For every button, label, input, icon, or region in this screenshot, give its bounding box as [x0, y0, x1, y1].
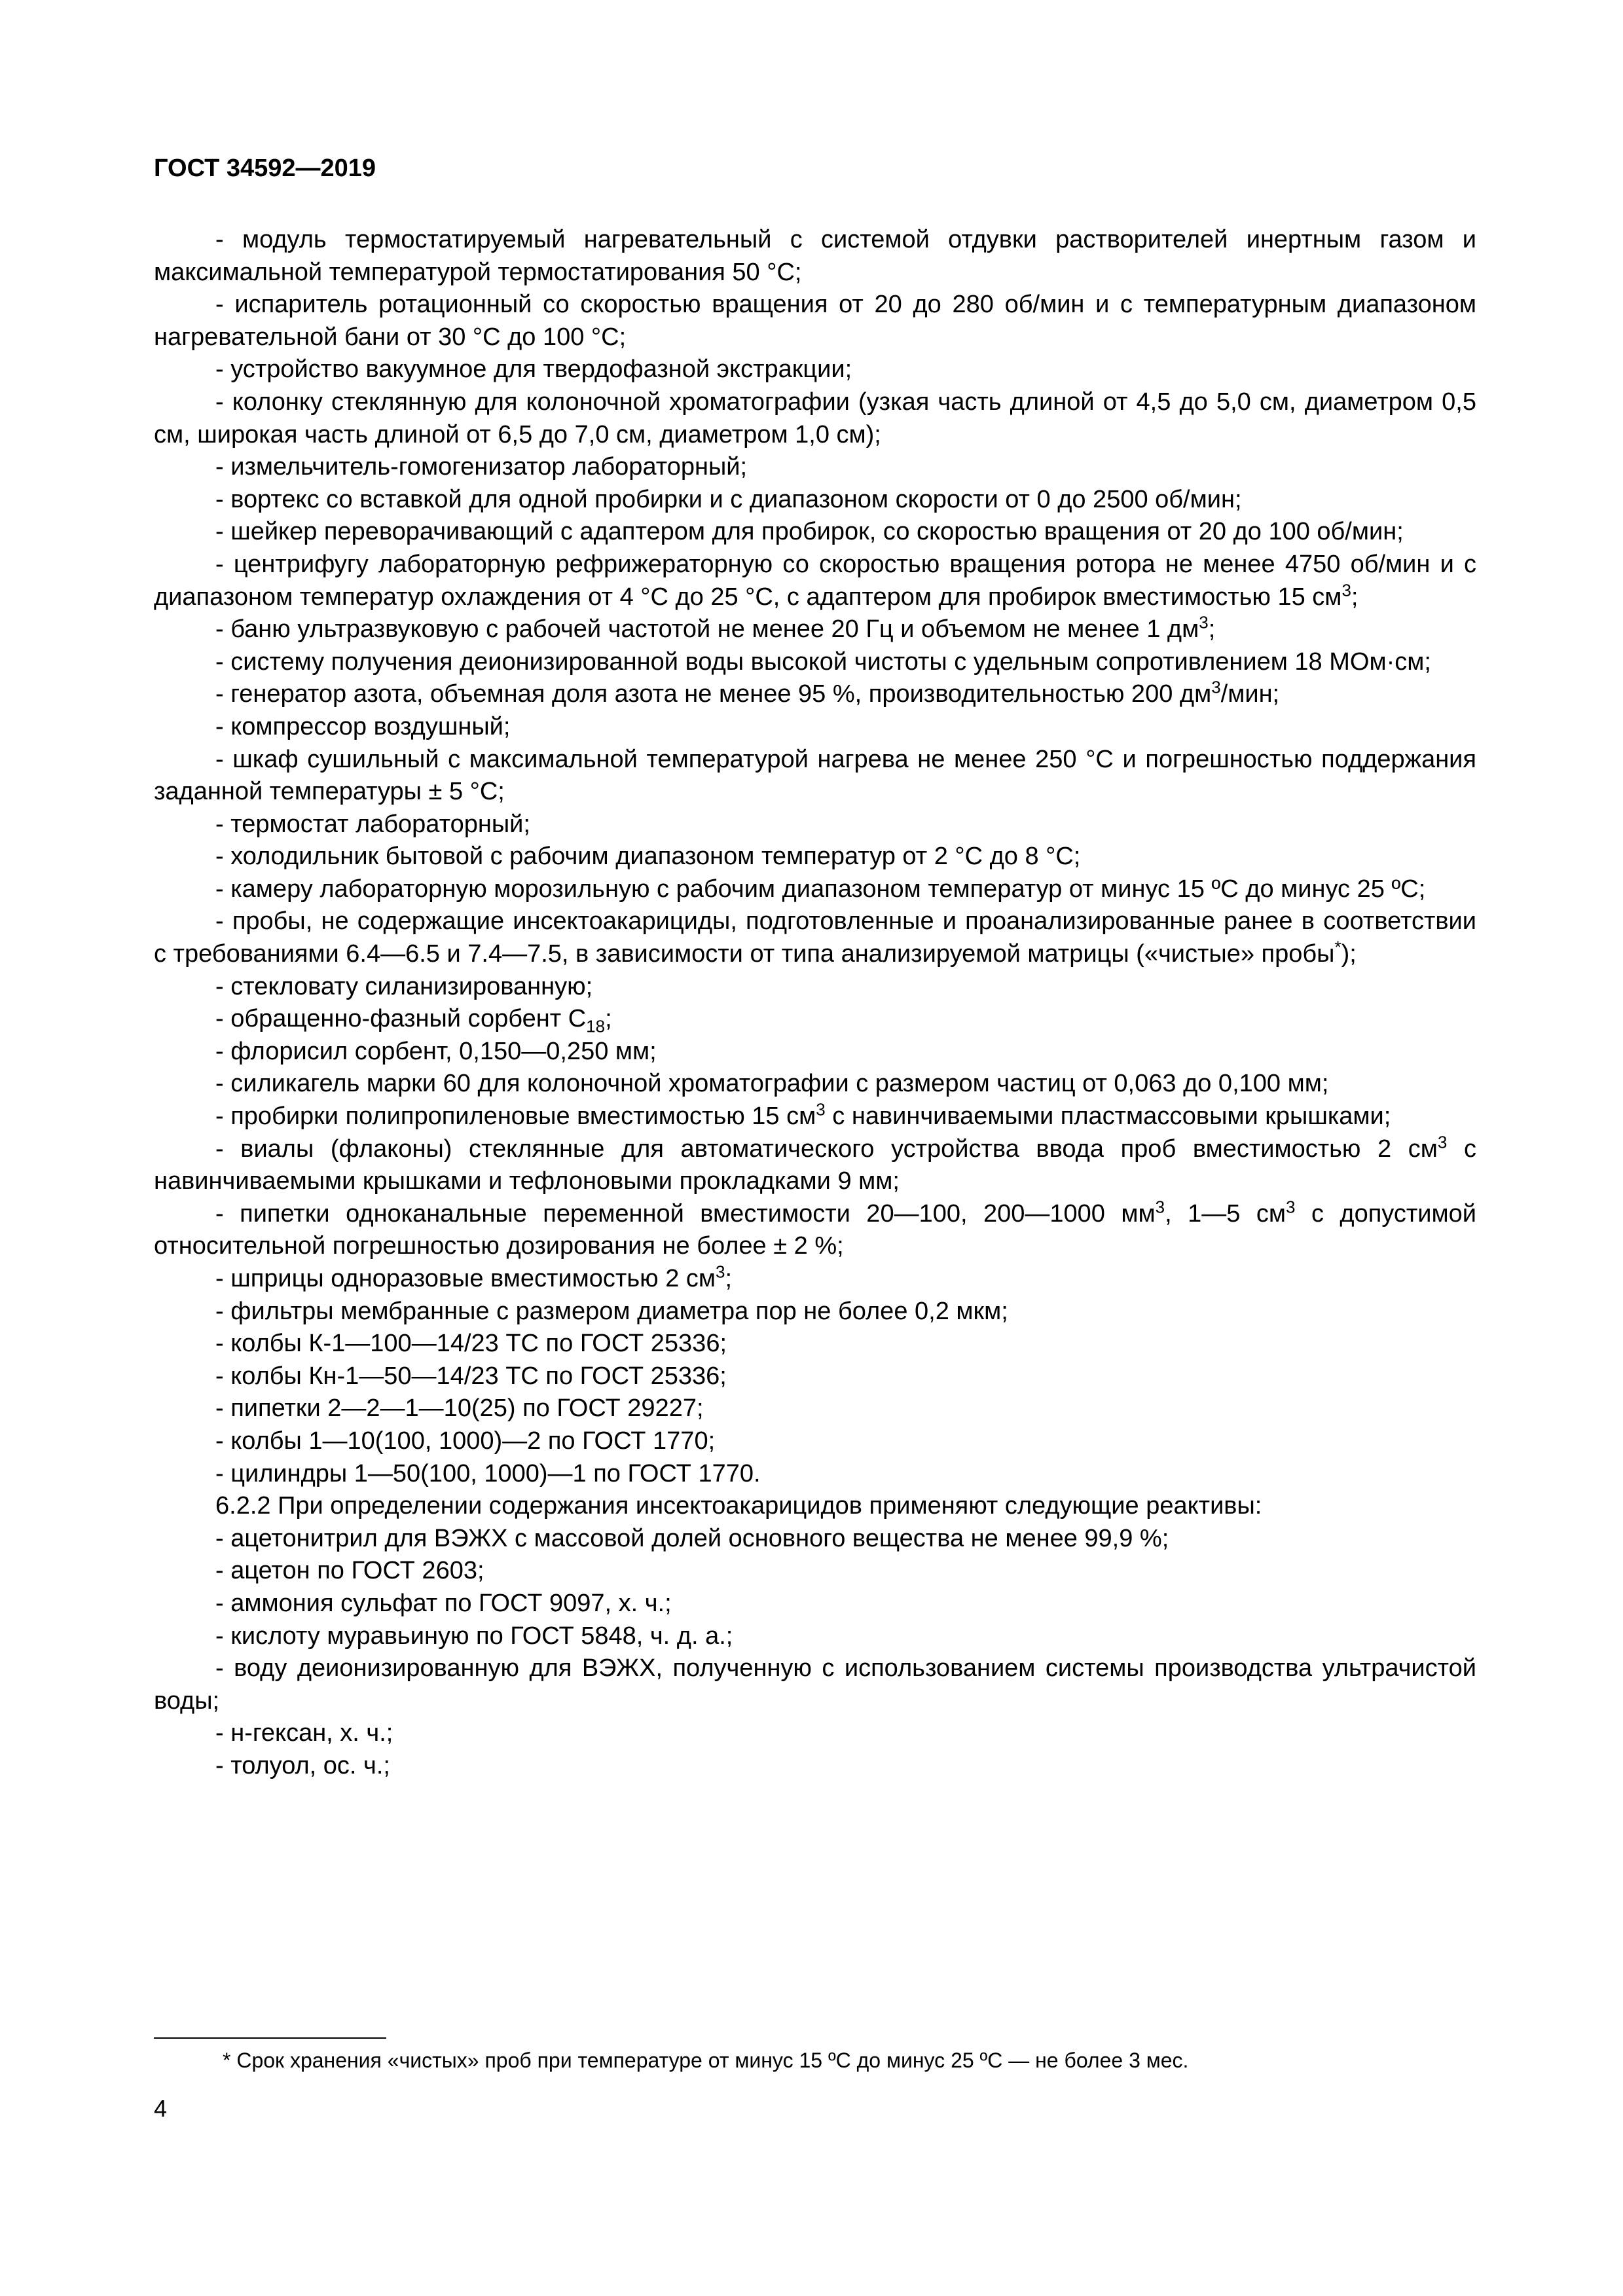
- list-item: [154, 613, 1476, 646]
- document-body: [154, 224, 1476, 1783]
- subscript: 18: [586, 1016, 606, 1036]
- list-item: [154, 678, 1476, 711]
- footnote-divider: [154, 2037, 386, 2039]
- text-segment: с навинчиваемыми крышками и тефлоновыми прокладками 9 мм;: [154, 1135, 1477, 1195]
- superscript: 3: [1211, 677, 1221, 697]
- text-segment: - центрифугу лабораторную рефрижераторную со скоростью вращения ротора не менее 4750 об/мин и с диапазоном температур охлаждения от 4 °С до 25 °С, с адаптером для пробирок вместимостью 15 см: [154, 550, 1476, 611]
- text-segment: - пипетки одноканальные переменной вместимости 20—100, 200—1000 мм: [215, 1199, 1156, 1228]
- list-item: - ацетонитрил для ВЭЖХ с массовой долей основного вещества не менее 99,9 %;: [215, 1524, 1169, 1552]
- list-item: - измельчитель-гомогенизатор лабораторный;: [215, 453, 748, 481]
- text-segment: /мин;: [1220, 680, 1280, 708]
- text-segment: ;: [1208, 615, 1216, 644]
- superscript: 3: [1199, 612, 1209, 632]
- text-segment: ;: [1351, 583, 1359, 611]
- list-item: [154, 1263, 1476, 1296]
- list-item: - пипетки 2—2—1—10(25) по ГОСТ 29227;: [215, 1394, 704, 1423]
- list-item: - фильтры мембранные с размером диаметра пор не более 0,2 мкм;: [215, 1297, 1008, 1325]
- list-item: - силикагель марки 60 для колоночной хроматографии с размером частиц от 0,063 до 0,100 мм;: [215, 1070, 1329, 1098]
- text-segment: - баню ультразвуковую с рабочей частотой не менее 20 Гц и объемом не менее 1 дм: [215, 615, 1199, 644]
- list-item: - аммония сульфат по ГОСТ 9097, х. ч.;: [215, 1589, 672, 1617]
- list-item: - толуол, ос. ч.;: [215, 1751, 390, 1779]
- text-segment: , 1—5 см: [1165, 1199, 1286, 1228]
- list-item: - систему получения деионизированной воды высокой чистоты с удельным сопротивлением 18 МОм·см;: [215, 647, 1431, 676]
- list-item: [154, 1003, 1476, 1036]
- text-segment: ;: [725, 1265, 733, 1292]
- list-item: - колбы К-1—100—14/23 ТС по ГОСТ 25336;: [215, 1330, 727, 1358]
- list-item: - колбы Кн-1—50—14/23 ТС по ГОСТ 25336;: [215, 1362, 727, 1390]
- list-item: - устройство вакуумное для твердофазной экстракции;: [215, 355, 852, 384]
- superscript: 3: [1437, 1131, 1448, 1152]
- list-item: [154, 549, 1476, 613]
- text-segment: - генератор азота, объемная доля азота не менее 95 %, производительностью 200 дм: [215, 680, 1212, 708]
- list-item: - флорисил сорбент, 0,150—0,250 мм;: [215, 1037, 657, 1065]
- list-item: - н-гексан, х. ч.;: [215, 1719, 393, 1747]
- text-segment: с допустимой относительной погрешностью дозирования не более ± 2 %;: [154, 1199, 1476, 1260]
- document-header: ГОСТ 34592—2019: [154, 155, 376, 182]
- list-item: - камеру лабораторную морозильную с рабочим диапазоном температур от минус 15 ºС до минус 25 ºС;: [215, 875, 1426, 903]
- list-item: - цилиндры 1—50(100, 1000)—1 по ГОСТ 1770.: [215, 1459, 761, 1487]
- list-item: - колонку стеклянную для колоночной хроматографии (узкая часть длиной от 4,5 до 5,0 см, диаметром 0,5 см, широкая часть длиной от 6,5 до 7,0 см, диаметром 1,0 см);: [154, 388, 1476, 448]
- list-item: [154, 1198, 1476, 1263]
- list-item: - ацетон по ГОСТ 2603;: [215, 1557, 484, 1585]
- list-item: - модуль термостатируемый нагревательный с системой отдувки растворителей инертным газом и максимальной температурой термостатирования 50 °С;: [154, 226, 1476, 286]
- list-item: [154, 905, 1476, 970]
- list-item: - кислоту муравьиную по ГОСТ 5848, ч. д. а.;: [215, 1622, 733, 1650]
- text-segment: - обращенно-фазный сорбент С: [215, 1005, 587, 1033]
- superscript: 3: [816, 1099, 826, 1120]
- list-item: - испаритель ротационный со скоростью вращения от 20 до 280 об/мин и с температурным диапазоном нагревательной бани от 30 °С до 100 °С;: [154, 291, 1476, 351]
- list-item: - шкаф сушильный с максимальной температурой нагрева не менее 250 °С и погрешностью поддержания заданной температуры ± 5 °С;: [154, 745, 1476, 806]
- list-item: - колбы 1—10(100, 1000)—2 по ГОСТ 1770;: [215, 1427, 716, 1455]
- list-item: - вортекс со вставкой для одной пробирки и с диапазоном скорости от 0 до 2500 об/мин;: [215, 485, 1242, 513]
- list-item: - воду деионизированную для ВЭЖХ, полученную с использованием системы производства ультрачистой воды;: [154, 1654, 1476, 1715]
- list-item: 6.2.2 При определении содержания инсектоакарицидов применяют следующие реактивы:: [215, 1492, 1262, 1520]
- list-item: [154, 1133, 1476, 1198]
- footnote: * Срок хранения «чистых» проб при температуре от минус 15 ºС до минус 25 ºС — не более 3 мес.: [223, 2049, 1189, 2072]
- list-item: - холодильник бытовой с рабочим диапазоном температур от 2 °С до 8 °С;: [215, 843, 1081, 871]
- superscript: 3: [1155, 1197, 1165, 1217]
- list-item: - компрессор воздушный;: [215, 712, 511, 740]
- text-segment: ;: [605, 1005, 612, 1033]
- superscript: *: [1334, 937, 1341, 957]
- text-segment: - виалы (флаконы) стеклянные для автоматического устройства ввода проб вместимостью 2 см: [215, 1135, 1438, 1163]
- list-item: - термостат лабораторный;: [215, 810, 530, 838]
- text-segment: с навинчиваемыми пластмассовыми крышками;: [825, 1102, 1391, 1131]
- text-segment: - пробирки полипропиленовые вместимостью 15 см: [215, 1102, 816, 1131]
- list-item: [154, 1101, 1476, 1133]
- superscript: 3: [1286, 1197, 1296, 1217]
- superscript: 3: [716, 1262, 725, 1282]
- text-segment: - шприцы одноразовые вместимостью 2 см: [215, 1265, 716, 1292]
- text-segment: );: [1341, 940, 1357, 968]
- list-item: - шейкер переворачивающий с адаптером для пробирок, со скоростью вращения от 20 до 100 об/мин;: [215, 518, 1404, 546]
- superscript: 3: [1341, 579, 1351, 600]
- text-segment: - пробы, не содержащие инсектоакарициды, подготовленные и проанализированные ранее в соответствии с требованиями 6.4—6.5 и 7.4—7.5, в зависимости от типа анализируемой матрицы («чистые» пробы: [154, 907, 1476, 968]
- list-item: - стекловату силанизированную;: [215, 972, 593, 1000]
- page-number: 4: [154, 2095, 168, 2122]
